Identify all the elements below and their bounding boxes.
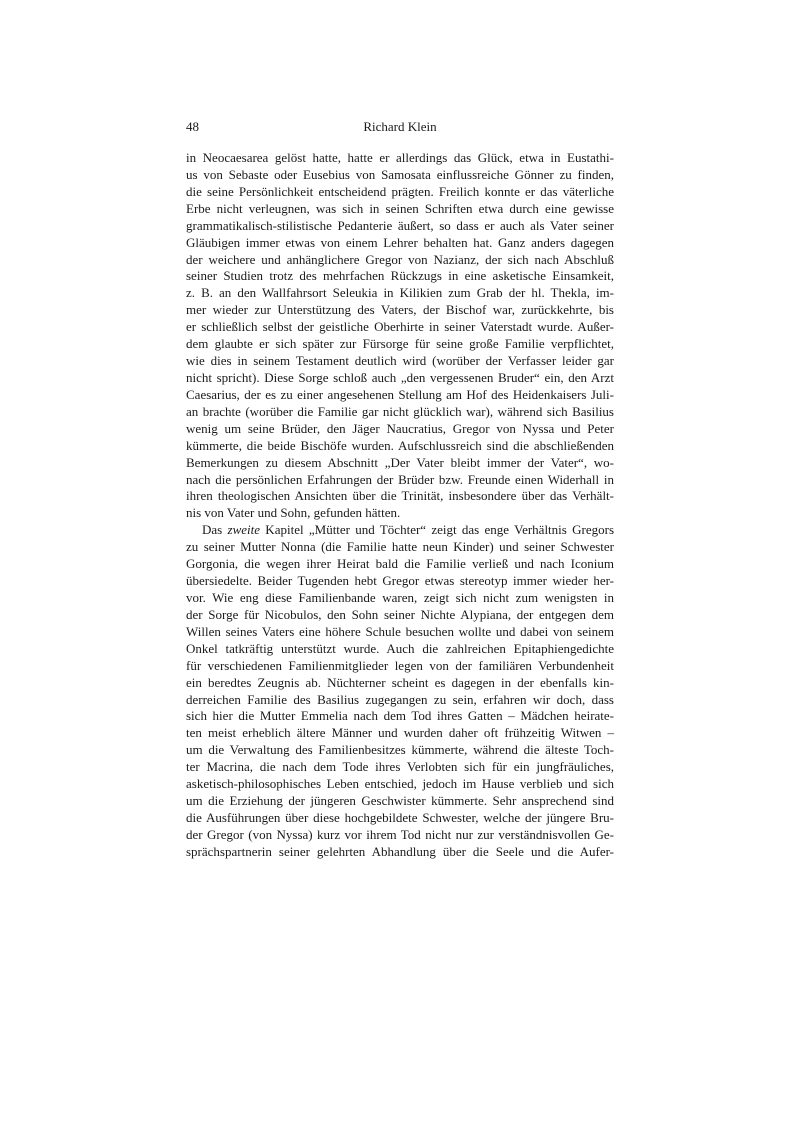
text-line: die Ausführungen über diese hochgebildete Schwester, welche der jüngere Bru- bbox=[186, 809, 614, 825]
text-line: die seine Persönlichkeit entscheidend prägten. Freilich konnte er das väterliche bbox=[186, 183, 614, 199]
text-line: Bemerkungen zu diesem Abschnitt „Der Vater bleibt immer der Vater“, wo- bbox=[186, 454, 614, 470]
text-line: grammatikalisch-stilistische Pedanterie äußert, so dass er auch als Vater seiner bbox=[186, 217, 614, 233]
text-line: Caesarius, der es zu einer angesehenen Stellung am Hof des Heidenkaisers Juli- bbox=[186, 386, 614, 402]
text-line: wenig um seine Brüder, den Jäger Naucratius, Gregor von Nyssa und Peter bbox=[186, 420, 614, 436]
text-line: ten meist erheblich ältere Männer und wurden daher oft frühzeitig Witwen – bbox=[186, 725, 614, 741]
text-line: ein beredtes Zeugnis ab. Nüchterner scheint es dagegen in der ebenfalls kin- bbox=[186, 674, 614, 690]
text-line: us von Sebaste oder Eusebius von Samosata einflussreiche Gönner zu finden, bbox=[186, 166, 614, 182]
text-line: zu seiner Mutter Nonna (die Familie hatte neun Kinder) und seiner Schwester bbox=[186, 539, 614, 555]
text-line: wie dies in seinem Testament deutlich wird (worüber der Verfasser leider gar bbox=[186, 353, 614, 369]
text-line: vor. Wie eng diese Familienbande waren, zeigt sich nicht zum wenigsten in bbox=[186, 589, 614, 605]
text-line: z. B. an den Wallfahrsort Seleukia in Kilikien zum Grab der hl. Thekla, im- bbox=[186, 285, 614, 301]
text-line: nis von Vater und Sohn, gefunden hätten. bbox=[186, 505, 401, 521]
italic-word: zweite bbox=[227, 522, 261, 538]
running-title: Richard Klein bbox=[363, 119, 437, 134]
text-line: der weichere und anhänglichere Gregor von Nazianz, der sich nach Abschluß bbox=[186, 251, 614, 267]
text-line: Onkel tatkräftig unterstützt wurde. Auch die zahlreichen Epitaphiengedichte bbox=[186, 640, 614, 656]
text-line bbox=[186, 522, 614, 539]
page-number: 48 bbox=[186, 119, 199, 134]
text-line: für verschiedenen Familienmitglieder legen von der familiären Verbundenheit bbox=[186, 657, 614, 673]
text-line: ihren theologischen Ansichten über die Trinität, insbesondere über das Verhält- bbox=[186, 488, 614, 504]
text-line: Erbe nicht verleugnen, was sich in seinen Schriften etwa durch eine gewisse bbox=[186, 200, 614, 216]
paragraph-2 bbox=[186, 522, 614, 860]
text-run: Kapitel „Mütter und Töchter“ zeigt das enge Verhältnis Gregors bbox=[260, 522, 615, 538]
text-line: er schließlich selbst der geistliche Oberhirte in seiner Vaterstadt wurde. Außer- bbox=[186, 319, 614, 335]
text-line: seiner Studien trotz des mehrfachen Rückzugs in eine asketische Einsamkeit, bbox=[186, 268, 614, 284]
text-line: nach die persönlichen Erfahrungen der Brüder bzw. Freunde einen Widerhall in bbox=[186, 471, 614, 487]
text-line: kümmerte, die beide Bischöfe wurden. Aufschlussreich sind die abschließenden bbox=[186, 437, 614, 453]
page-header bbox=[186, 119, 614, 137]
text-line: der Gregor (von Nyssa) kurz vor ihrem Tod nicht nur zur verständnisvollen Ge- bbox=[186, 826, 614, 842]
text-line: asketisch-philosophisches Leben entschied, jedoch im Hause verblieb und sich bbox=[186, 776, 614, 792]
text-line: ter Macrina, die nach dem Tode ihres Verlobten sich für ein jungfräuliches, bbox=[186, 759, 614, 775]
text-line: mer wieder zur Unterstützung des Vaters, der Bischof war, zurückkehrte, bis bbox=[186, 302, 614, 318]
text-line: sich hier die Mutter Emmelia nach dem Tod ihres Gatten – Mädchen heirate- bbox=[186, 708, 614, 724]
text-line: nicht spricht). Diese Sorge schloß auch „den vergessenen Bruder“ ein, den Arzt bbox=[186, 369, 614, 385]
text-line: Gorgonia, die wegen ihrer Heirat bald die Familie verließ und nach Iconium bbox=[186, 556, 614, 572]
text-line: sprächspartnerin seiner gelehrten Abhandlung über die Seele und die Aufer- bbox=[186, 843, 614, 859]
text-line: dem glaubte er sich später zur Fürsorge für seine große Familie verpflichtet, bbox=[186, 336, 614, 352]
text-line: Willen seines Vaters eine höhere Schule besuchen wollte und dabei von seinem bbox=[186, 623, 614, 639]
paragraph-1 bbox=[186, 150, 614, 522]
body-text bbox=[186, 150, 614, 861]
text-line: übersiedelte. Beider Tugenden hebt Gregor etwas stereotyp immer wieder her- bbox=[186, 573, 614, 589]
text-run: Das bbox=[202, 522, 228, 538]
text-line: an brachte (worüber die Familie gar nicht glücklich war), während sich Basilius bbox=[186, 403, 614, 419]
text-line: Gläubigen immer etwas von einem Lehrer behalten hat. Ganz anders dagegen bbox=[186, 234, 614, 250]
text-line: derreichen Familie des Basilius zugegangen zu sein, erfahren wir doch, dass bbox=[186, 691, 614, 707]
text-line: in Neocaesarea gelöst hatte, hatte er allerdings das Glück, etwa in Eustathi- bbox=[186, 150, 614, 165]
text-line: der Sorge für Nicobulos, den Sohn seiner Nichte Alypiana, der entgegen dem bbox=[186, 606, 614, 622]
text-line: um die Verwaltung des Familienbesitzes kümmerte, während die älteste Toch- bbox=[186, 742, 614, 758]
text-line: um die Erziehung der jüngeren Geschwister kümmerte. Sehr ansprechend sind bbox=[186, 793, 614, 809]
